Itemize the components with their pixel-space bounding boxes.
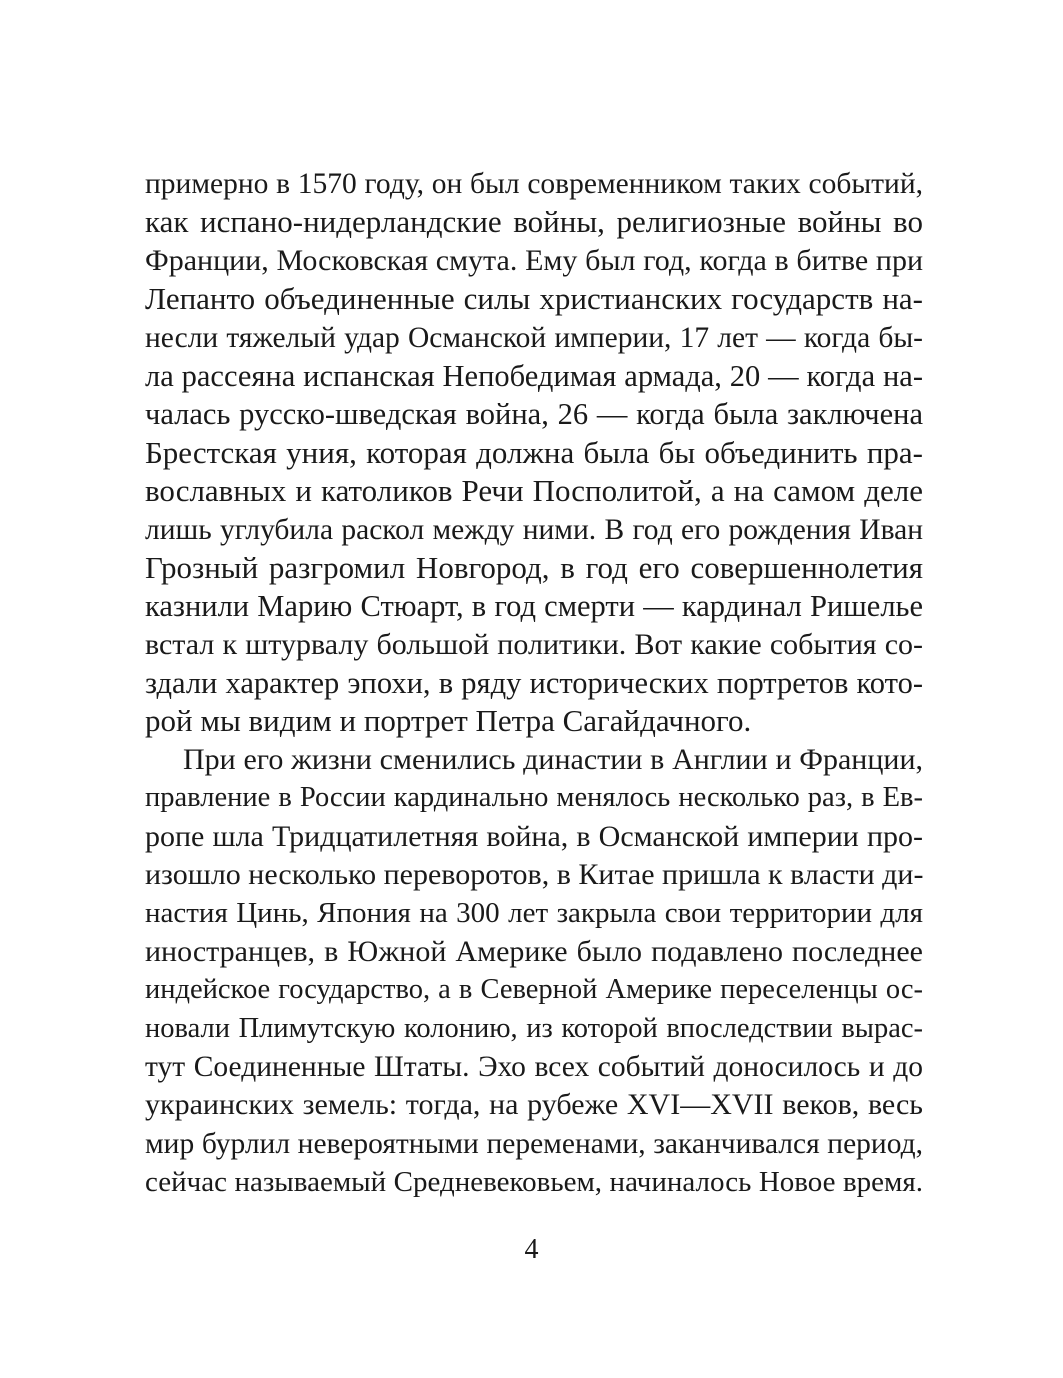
text-line: здали характер эпохи, в ряду исторических портретов кото-: [145, 666, 923, 701]
text-line: тут Соединенные Штаты. Эхо всех событий доносилось и до: [145, 1050, 923, 1083]
text-line: рой мы видим и портрет Петра Сагайдачного.: [145, 703, 752, 739]
page-body: [145, 165, 923, 1202]
text-line: изошло несколько переворотов, в Китае пришла к власти ди-: [145, 858, 924, 892]
text-line: чалась русско-шведская война, 26 — когда была заключена: [145, 397, 923, 432]
text-line: правление в России кардинально менялось несколько раз, в Ев-: [145, 782, 923, 814]
text-line: примерно в 1570 году, он был современником таких событий,: [145, 168, 923, 200]
text-line: сейчас называемый Средневековьем, начиналось Новое время.: [145, 1166, 923, 1199]
text-line: как испано-нидерландские войны, религиозные войны во: [145, 204, 923, 240]
text-line: Франции, Московская смута. Ему был год, когда в битве при: [145, 243, 923, 277]
text-line: ропе шла Тридцатилетняя война, в Османской империи про-: [145, 819, 923, 853]
text-line: Брестская уния, которая должна была бы объединить пра-: [145, 434, 923, 470]
page-number: 4: [524, 1234, 539, 1265]
text-line: настия Цинь, Япония на 300 лет закрыла свои территории для: [145, 897, 923, 930]
text-line: вославных и католиков Речи Посполитой, а на самом деле: [145, 473, 923, 509]
text-line: При его жизни сменились династии в Англии и Франции,: [183, 742, 923, 776]
text-line: лишь углубила раскол между ними. В год его рождения Иван: [145, 513, 923, 546]
paragraph-2: [145, 741, 923, 1202]
text-line: украинских земель: тогда, на рубеже XVI—XVII веков, весь: [145, 1088, 923, 1122]
text-line: казнили Марию Стюарт, в год смерти — кардинал Ришелье: [145, 589, 923, 624]
text-line: Лепанто объединенные силы христианских государств на-: [145, 281, 923, 317]
text-line: новали Плимутскую колонию, из которой впоследствии вырас-: [145, 1012, 923, 1044]
text-line: Грозный разгромил Новгород, в год его совершеннолетия: [145, 549, 923, 585]
text-line: встал к штурвалу большой политики. Вот какие события со-: [145, 627, 923, 661]
text-line: мир бурлил невероятными переменами, заканчивался период,: [145, 1127, 923, 1160]
text-line: иностранцев, в Южной Америке было подавлено последнее: [145, 934, 923, 968]
text-line: ла рассеяна испанская Непобедимая армада, 20 — когда на-: [145, 358, 923, 393]
paragraph-1: [145, 165, 923, 741]
text-line: несли тяжелый удар Османской империи, 17 лет — когда бы-: [145, 321, 923, 354]
text-line: индейское государство, а в Северной Америке переселенцы ос-: [145, 974, 923, 1006]
